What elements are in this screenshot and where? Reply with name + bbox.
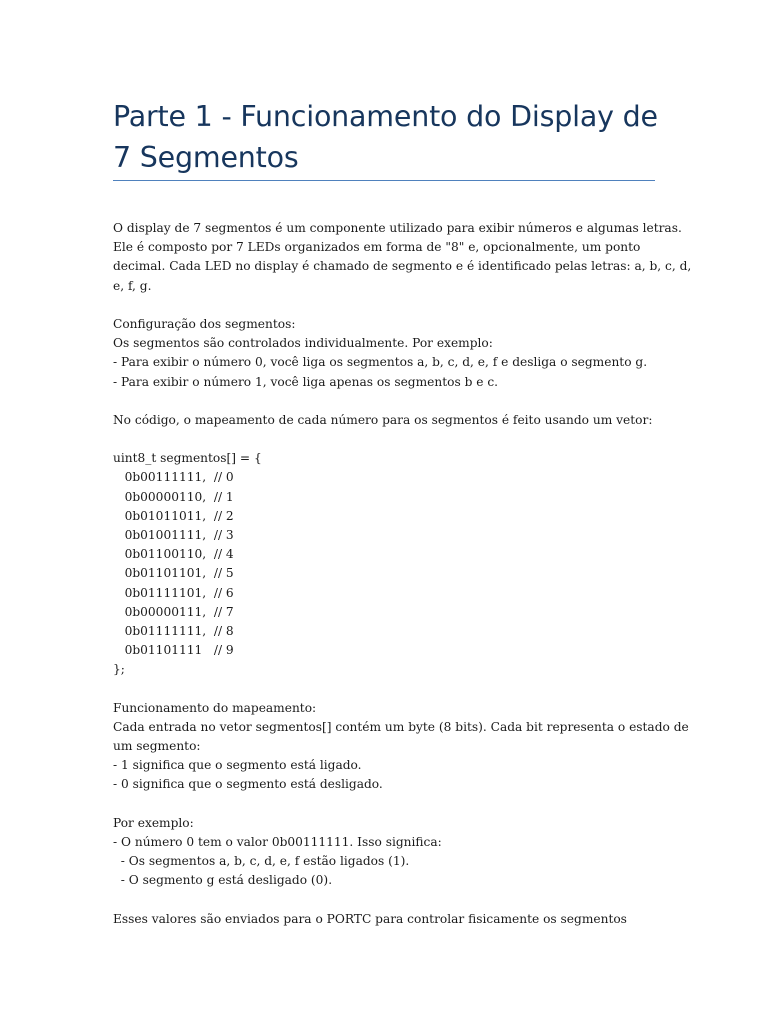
text-line: 0b01111111, // 8 bbox=[113, 623, 234, 638]
document-body bbox=[113, 219, 692, 929]
text-line: Esses valores são enviados para o PORTC para controlar fisicamente os segmentos bbox=[113, 911, 627, 926]
text-line: 0b00000111, // 7 bbox=[113, 604, 234, 619]
text-line: 0b00000110, // 1 bbox=[113, 489, 234, 504]
text-line bbox=[113, 430, 673, 449]
text-line: - Para exibir o número 1, você liga apenas os segmentos b e c. bbox=[113, 374, 499, 389]
text-line: Os segmentos são controlados individualmente. Por exemplo: bbox=[113, 336, 493, 351]
text-line: Cada entrada no vetor segmentos[] contém um byte (8 bits). Cada bit representa o estado de bbox=[113, 719, 689, 734]
text-line: - Para exibir o número 0, você liga os segmentos a, b, c, d, e, f e desliga o segmento g. bbox=[113, 355, 648, 370]
text-line: decimal. Cada LED no display é chamado de segmento e é identificado pelas letras: a, b, c, d, bbox=[113, 259, 692, 274]
title-line: Parte 1 - Funcionamento do Display de bbox=[113, 100, 658, 133]
text-line: uint8_t segmentos[] = { bbox=[113, 451, 262, 466]
text-line bbox=[113, 891, 673, 910]
text-line: 0b01001111, // 3 bbox=[113, 528, 234, 542]
text-line: No código, o mapeamento de cada número para os segmentos é feito usando um vetor: bbox=[113, 412, 653, 427]
text-line: Funcionamento do mapeamento: bbox=[113, 700, 317, 715]
text-line: um segmento: bbox=[113, 739, 201, 754]
text-line: Configuração dos segmentos: bbox=[113, 316, 296, 331]
text-line: 0b01011011, // 2 bbox=[113, 508, 234, 523]
text-line: - O segmento g está desligado (0). bbox=[113, 873, 333, 888]
text-line: 0b00111111, // 0 bbox=[113, 470, 234, 485]
text-line: 0b01101101, // 5 bbox=[113, 566, 234, 581]
text-line: 0b01111101, // 6 bbox=[113, 585, 234, 600]
text-line: - Os segmentos a, b, c, d, e, f estão ligados (1). bbox=[113, 854, 410, 869]
text-line bbox=[113, 296, 673, 315]
text-line bbox=[113, 680, 673, 699]
title-underline bbox=[113, 180, 655, 181]
text-line: - 0 significa que o segmento está desligado. bbox=[113, 777, 383, 792]
text-line: Por exemplo: bbox=[113, 815, 194, 830]
text-line: - O número 0 tem o valor 0b00111111. Isso significa: bbox=[113, 835, 442, 849]
text-line: - 1 significa que o segmento está ligado. bbox=[113, 758, 362, 773]
text-line: 0b01100110, // 4 bbox=[113, 547, 234, 562]
text-line bbox=[113, 392, 673, 411]
text-line bbox=[113, 795, 673, 814]
page-title bbox=[113, 96, 673, 178]
text-line: O display de 7 segmentos é um componente utilizado para exibir números e algumas letras. bbox=[113, 221, 682, 235]
text-line: Ele é composto por 7 LEDs organizados em forma de "8" e, opcionalmente, um ponto bbox=[113, 240, 641, 255]
text-line: 0b01101111 // 9 bbox=[113, 643, 234, 658]
title-line: 7 Segmentos bbox=[113, 141, 299, 174]
text-line: }; bbox=[113, 662, 125, 677]
text-line: e, f, g. bbox=[113, 278, 152, 293]
